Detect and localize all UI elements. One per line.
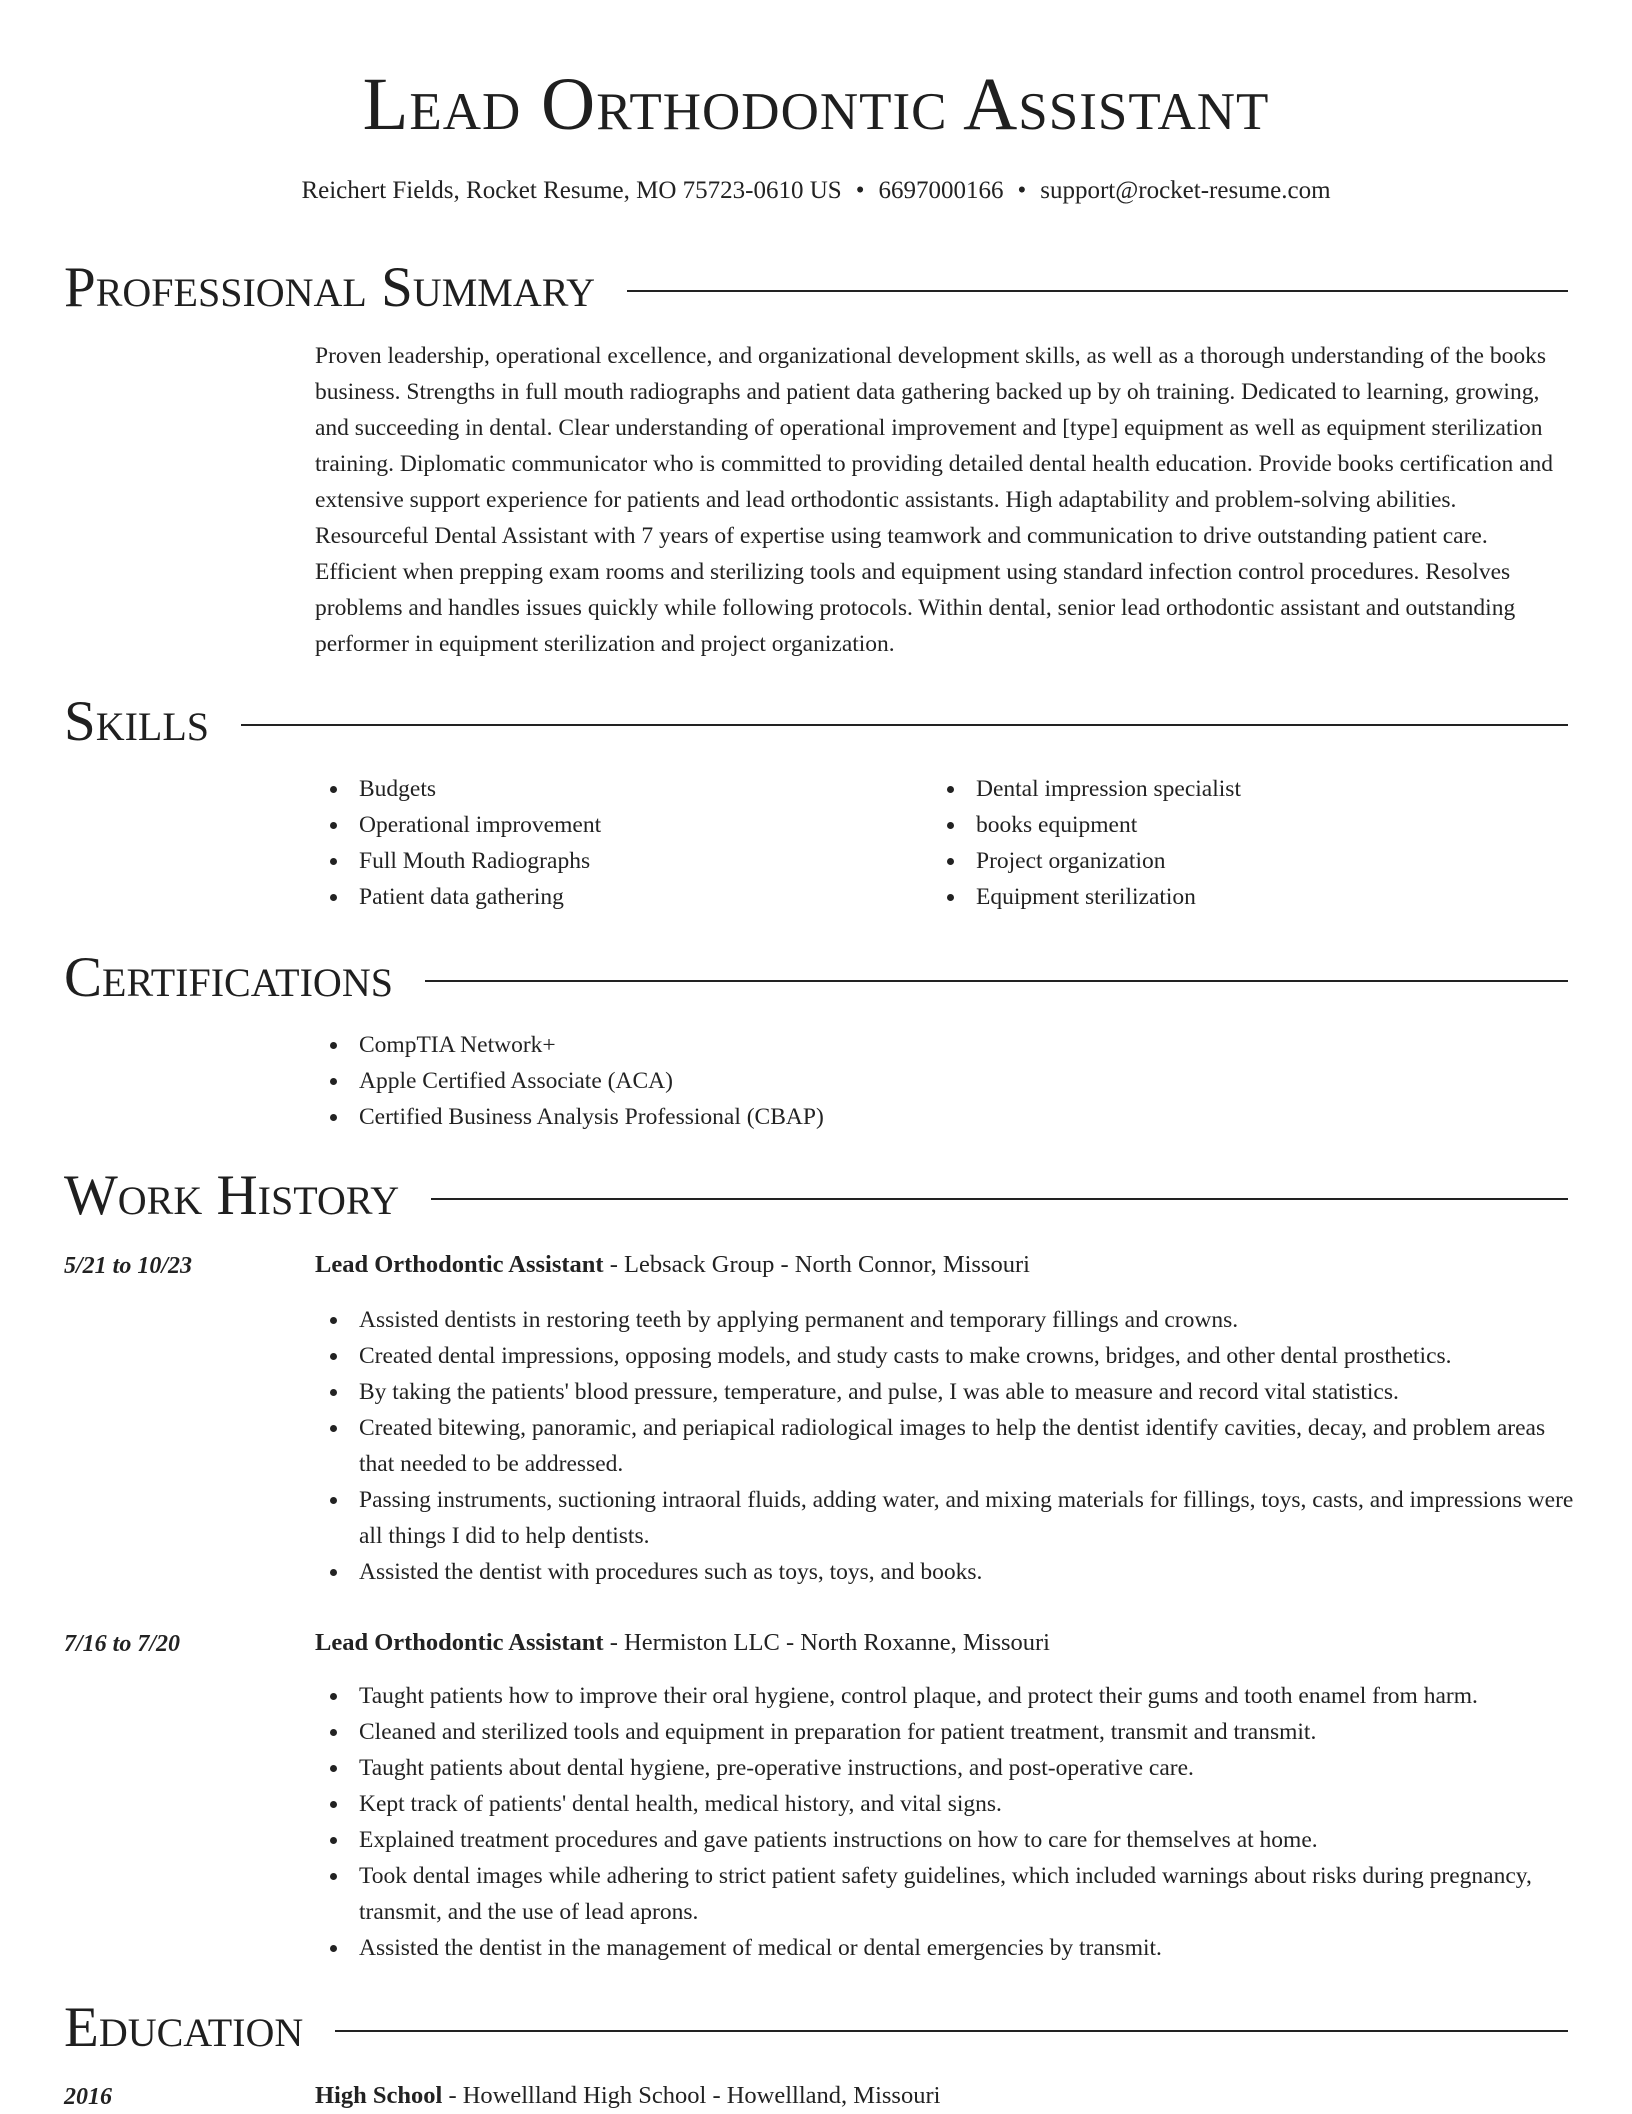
job-title: Lead Orthodontic Assistant [315, 1251, 604, 1278]
job-bullet: Took dental images while adhering to strict patient safety guidelines, which included warnings about risks during pregnancy, transmit, and the use of lead aprons. [315, 1858, 1575, 1930]
certifications-section-header [64, 946, 1568, 1010]
job-dates: 5/21 to 10/23 [64, 1253, 193, 1279]
certifications-list [315, 1027, 1215, 1135]
job-heading [315, 1248, 1567, 1282]
certification-item: Apple Certified Associate (ACA) [315, 1063, 1215, 1099]
job-title: Lead Orthodontic Assistant [315, 1629, 604, 1656]
education-section-title: Education [64, 1996, 304, 2059]
work-section-title: Work History [64, 1164, 400, 1227]
job-bullet: Created bitewing, panoramic, and periapical radiological images to help the dentist identify cavities, decay, and problem areas that needed to be addressed. [315, 1410, 1575, 1482]
summary-section-title: Professional Summary [64, 256, 596, 319]
contact-address: Reichert Fields, Rocket Resume, MO 75723-0610 US [301, 177, 842, 204]
section-divider [425, 980, 1568, 982]
education-heading [315, 2079, 1567, 2113]
job-bullet: Passing instruments, suctioning intraoral fluids, adding water, and mixing materials for fillings, toys, casts, and impressions were all things I did to help dentists. [315, 1482, 1575, 1554]
education-degree: High School [315, 2082, 443, 2109]
contact-line [0, 176, 1632, 206]
summary-text: Proven leadership, operational excellence, and organizational development skills, as well as a thorough understanding of the books business. Strengths in full mouth radiographs and patient data gathering backed up by oh training. Dedicated to learning, growing, and succeeding in dental. Clear understanding of operational improvement and [type] equipment as well as equipment sterilization training. Diplomatic communicator who is committed to providing detailed dental health education. Provide books certification and extensive support experience for patients and lead orthodontic assistants. High adaptability and problem-solving abilities. Resourceful Dental Assistant with 7 years of expertise using teamwork and communication to drive outstanding patient care. Efficient when prepping exam rooms and sterilizing tools and equipment using standard infection control procedures. Resolves problems and handles issues quickly while following protocols. Within dental, senior lead orthodontic assistant and outstanding performer in equipment sterilization and project organization. [315, 343, 1554, 657]
skills-left-column [315, 771, 915, 915]
skill-item: Budgets [315, 771, 915, 807]
job-bullet: Assisted the dentist with procedures such as toys, toys, and books. [315, 1554, 1575, 1590]
certifications-section-title: Certifications [64, 946, 393, 1009]
job-bullet: Kept track of patients' dental health, medical history, and vital signs. [315, 1786, 1575, 1822]
job-bullet: By taking the patients' blood pressure, temperature, and pulse, I was able to measure and record vital statistics. [315, 1374, 1575, 1410]
section-divider [627, 290, 1568, 292]
job-heading [315, 1626, 1567, 1660]
job-bullet: Created dental impressions, opposing models, and study casts to make crowns, bridges, and other dental prosthetics. [315, 1338, 1575, 1374]
skill-item: Dental impression specialist [932, 771, 1532, 807]
resume-name: Lead Orthodontic Assistant [362, 63, 1270, 146]
job-dates: 7/16 to 7/20 [64, 1631, 181, 1657]
job-bullet: Taught patients how to improve their oral hygiene, control plaque, and protect their gums and tooth enamel from harm. [315, 1678, 1575, 1714]
skills-section-title: Skills [64, 690, 210, 753]
contact-email: support@rocket-resume.com [1040, 177, 1331, 204]
job-employer-location: - Lebsack Group - North Connor, Missouri [603, 1251, 1030, 1278]
skill-item: Patient data gathering [315, 879, 915, 915]
skills-right-column [932, 771, 1532, 915]
job-bullet-list [315, 1678, 1575, 1966]
contact-separator: • [1017, 177, 1027, 204]
work-section-header [64, 1164, 1568, 1228]
skill-item: Equipment sterilization [932, 879, 1532, 915]
section-divider [431, 1198, 1568, 1200]
section-divider [335, 2030, 1568, 2032]
job-bullet: Explained treatment procedures and gave patients instructions on how to care for themselves at home. [315, 1822, 1575, 1858]
job-bullet: Assisted the dentist in the management of medical or dental emergencies by transmit. [315, 1930, 1575, 1966]
job-employer-location: - Hermiston LLC - North Roxanne, Missouri [603, 1629, 1050, 1656]
education-date: 2016 [64, 2084, 112, 2110]
job-bullet: Taught patients about dental hygiene, pre-operative instructions, and post-operative care. [315, 1750, 1575, 1786]
section-divider [241, 724, 1568, 726]
skill-item: Project organization [932, 843, 1532, 879]
skill-item: Full Mouth Radiographs [315, 843, 915, 879]
education-section-header [64, 1996, 1568, 2060]
contact-separator: • [855, 177, 865, 204]
job-bullet: Assisted dentists in restoring teeth by applying permanent and temporary fillings and crowns. [315, 1302, 1575, 1338]
certification-item: CompTIA Network+ [315, 1027, 1215, 1063]
job-bullet: Cleaned and sterilized tools and equipment in preparation for patient treatment, transmit and transmit. [315, 1714, 1575, 1750]
skill-item: Operational improvement [315, 807, 915, 843]
skill-item: books equipment [932, 807, 1532, 843]
job-bullet-list [315, 1302, 1575, 1590]
education-school-location: - Howellland High School - Howellland, Missouri [442, 2082, 941, 2109]
contact-phone: 6697000166 [878, 177, 1004, 204]
certification-item: Certified Business Analysis Professional (CBAP) [315, 1099, 1215, 1135]
summary-section-header [64, 256, 1568, 320]
skills-section-header [64, 690, 1568, 754]
